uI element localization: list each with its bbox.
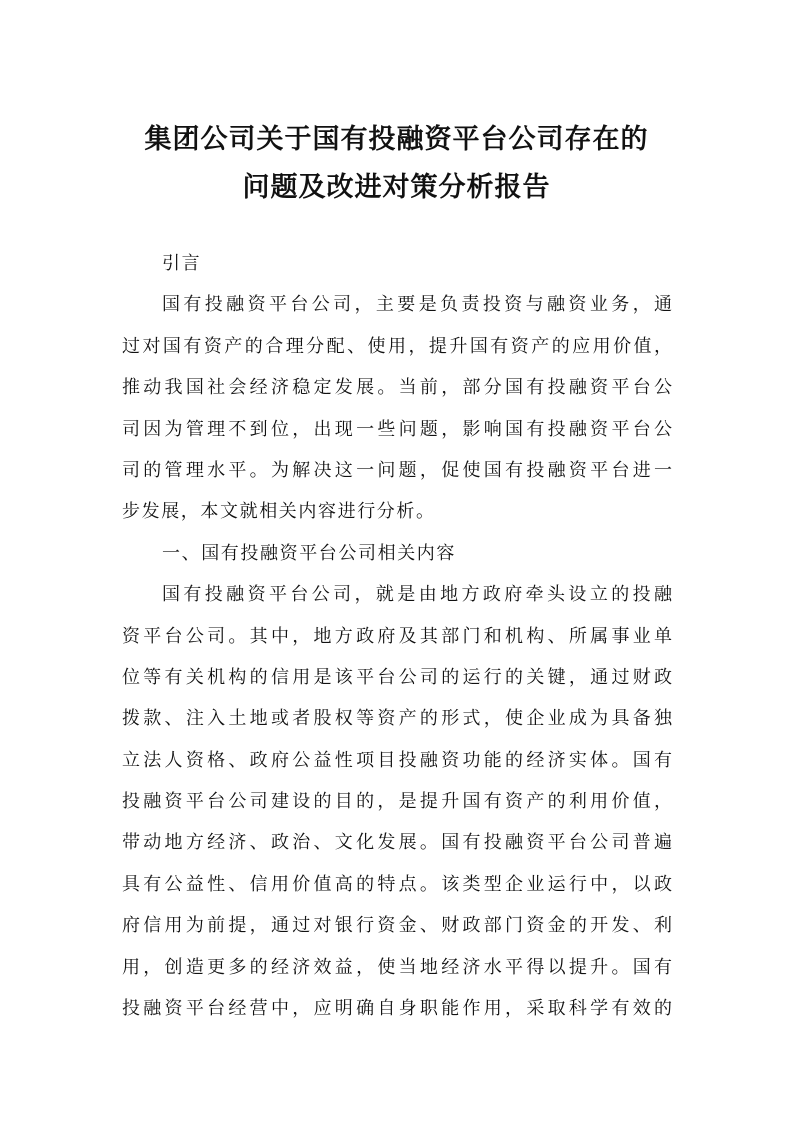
text-line: 司的管理水平。为解决这一问题，促使国有投融资平台进一 [122, 459, 672, 481]
document-body [122, 243, 672, 1029]
text-line: 投融资平台公司建设的目的，是提升国有资产的利用价值， [122, 791, 672, 813]
paragraph [122, 284, 672, 532]
paragraph [122, 574, 672, 1029]
text-line: 拨款、注入土地或者股权等资产的形式，使企业成为具备独 [122, 708, 672, 730]
text-line: 过对国有资产的合理分配、使用，提升国有资产的应用价值， [122, 335, 672, 357]
text-line: 资平台公司。其中，地方政府及其部门和机构、所属事业单 [122, 625, 672, 647]
text-line: 国有投融资平台公司，主要是负责投资与融资业务，通 [162, 294, 672, 316]
text-line: 步发展，本文就相关内容进行分析。 [122, 501, 436, 523]
text-line: 具有公益性、信用价值高的特点。该类型企业运行中，以政 [122, 873, 672, 895]
document-title [120, 116, 673, 212]
text-line: 用，创造更多的经济效益，使当地经济水平得以提升。国有 [122, 956, 672, 978]
title-line: 集团公司关于国有投融资平台公司存在的 [144, 124, 649, 155]
title-line: 问题及改进对策分析报告 [242, 172, 551, 203]
text-line: 投融资平台经营中，应明确自身职能作用，采取科学有效的 [122, 998, 672, 1020]
section-heading [122, 533, 672, 574]
text-line: 带动地方经济、政治、文化发展。国有投融资平台公司普遍 [122, 832, 672, 854]
text-line: 司因为管理不到位，出现一些问题，影响国有投融资平台公 [122, 418, 672, 440]
text-line: 府信用为前提，通过对银行资金、财政部门资金的开发、利 [122, 915, 672, 937]
section-heading [122, 243, 672, 284]
text-line: 立法人资格、政府公益性项目投融资功能的经济实体。国有 [122, 749, 672, 771]
text-line: 引言 [162, 253, 202, 274]
text-line: 国有投融资平台公司，就是由地方政府牵头设立的投融 [162, 584, 672, 606]
text-line: 位等有关机构的信用是该平台公司的运行的关键，通过财政 [122, 666, 672, 688]
text-line: 一、国有投融资平台公司相关内容 [162, 542, 456, 564]
text-line: 推动我国社会经济稳定发展。当前，部分国有投融资平台公 [122, 377, 672, 399]
